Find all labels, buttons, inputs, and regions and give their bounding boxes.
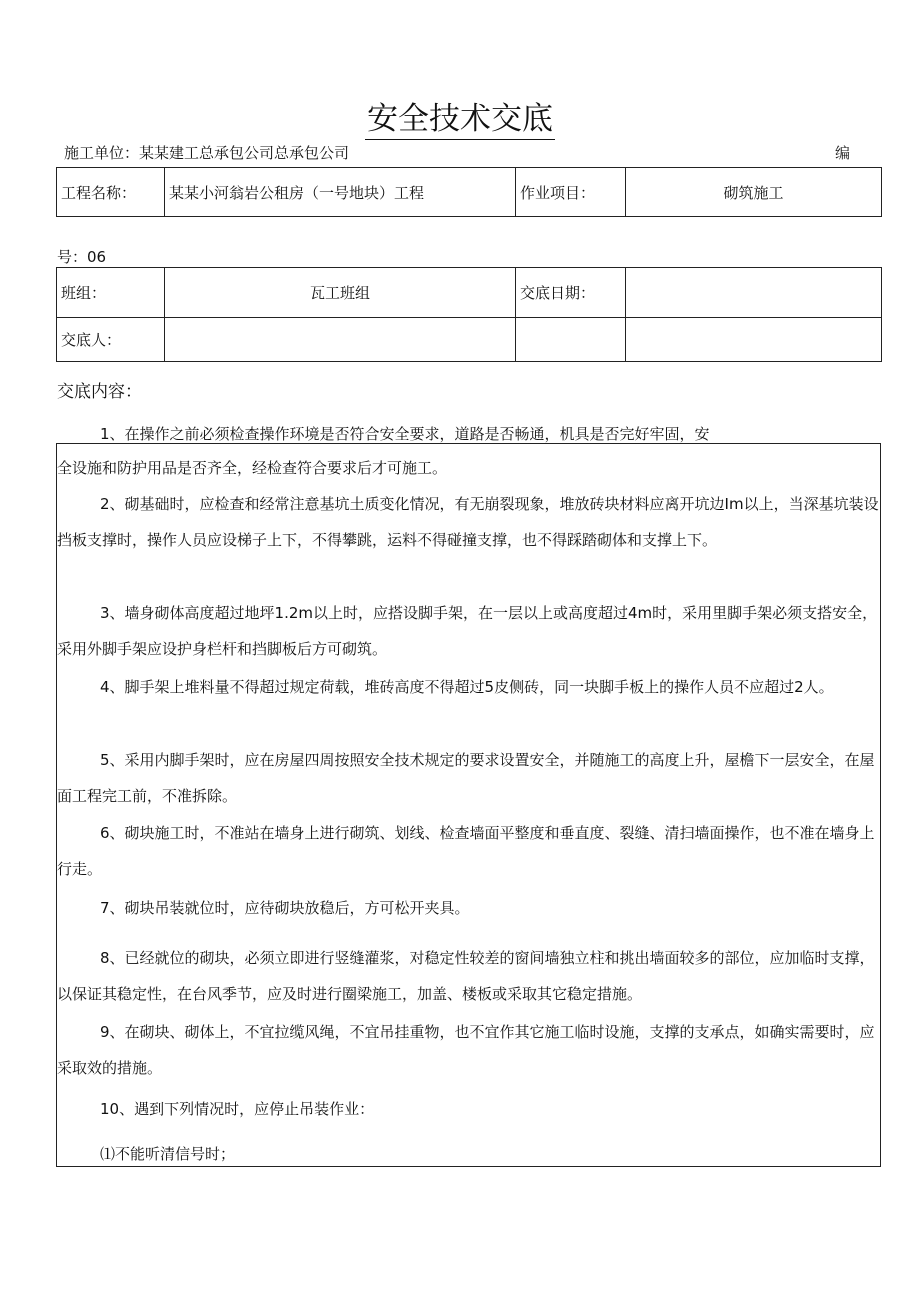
- serial-label-part1: 编: [835, 144, 851, 162]
- date-label: 交底日期：: [516, 268, 626, 318]
- item-3: 3、墙身砌体高度超过地坪1.2m以上时，应搭设脚手架，在一层以上或高度超过4m时，采用里脚手架必须支搭安全，采用外脚手架应设护身栏杆和挡脚板后方可砌筑。: [57, 604, 878, 658]
- task-value: 砌筑施工: [626, 168, 882, 217]
- person-value: [165, 318, 516, 362]
- item-2: 2、砌基础时，应检查和经常注意基坑土质变化情况，有无崩裂现象，堆放砖块材料应离开坑边Im以上，当深基坑装设挡板支撑时，操作人员应设梯子上下，不得攀跳，运料不得碰撞支撑，也不得踩踏砌体和支撑上下。: [57, 495, 879, 549]
- person-extra-cell: [516, 318, 626, 362]
- item-4: 4、脚手架上堆料量不得超过规定荷载，堆砖高度不得超过5皮侧砖，同一块脚手板上的操作人员不应超过2人。: [100, 678, 834, 696]
- item-5: 5、采用内脚手架时，应在房屋四周按照安全技术规定的要求设置安全，并随施工的高度上升，屋檐下一层安全，在屋面工程完工前，不准拆除。: [57, 751, 875, 805]
- serial-value: 06: [87, 248, 107, 266]
- construction-unit: [64, 142, 349, 163]
- item-10: 10、遇到下列情况时，应停止吊装作业：: [100, 1100, 375, 1118]
- team-table: [56, 267, 882, 362]
- person-extra-value-cell: [626, 318, 882, 362]
- project-name-label: 工程名称：: [57, 168, 165, 217]
- date-value: [626, 268, 882, 318]
- content-label: 交底内容：: [57, 382, 142, 402]
- person-label: 交底人：: [57, 318, 165, 362]
- item-9: 9、在砌块、砌体上，不宜拉缆风绳，不宜吊挂重物，也不宜作其它施工临时设施，支撑的支承点，如确实需要时，应采取效的措施。: [57, 1023, 875, 1077]
- task-label: 作业项目：: [516, 168, 626, 217]
- project-table: [56, 167, 882, 217]
- unit-value: 某某建工总承包公司总承包公司: [139, 144, 350, 162]
- team-value: 瓦工班组: [165, 268, 516, 318]
- unit-label: 施工单位：: [64, 144, 140, 162]
- item-7: 7、砌块吊装就位时，应待砌块放稳后，方可松开夹具。: [100, 899, 470, 917]
- document-title: 安全技术交底: [0, 93, 920, 138]
- serial-label-part2: 号：: [57, 248, 88, 266]
- item-6: 6、砌块施工时，不准站在墙身上进行砌筑、划线、检查墙面平整度和垂直度、裂缝、清扫墙面操作，也不准在墙身上行走。: [57, 824, 875, 878]
- team-label: 班组：: [57, 268, 165, 318]
- project-name-value: 某某小河翁岩公租房（一号地块）工程: [165, 168, 516, 217]
- item-1-line1: 1、在操作之前必须检查操作环境是否符合安全要求，道路是否畅通，机具是否完好牢固，安: [100, 425, 710, 443]
- item-1-rest: 全设施和防护用品是否齐全，经检查符合要求后才可施工。: [57, 459, 448, 477]
- item-10-sub-1: ⑴不能听清信号时；: [100, 1145, 236, 1163]
- serial-number: [57, 246, 106, 267]
- item-8: 8、已经就位的砌块，必须立即进行竖缝灌浆，对稳定性较差的窗间墙独立柱和挑出墙面较多的部位，应加临时支撑，以保证其稳定性，在台风季节，应及时进行圈梁施工，加盖、楼板或采取其它稳定措施。: [57, 949, 875, 1003]
